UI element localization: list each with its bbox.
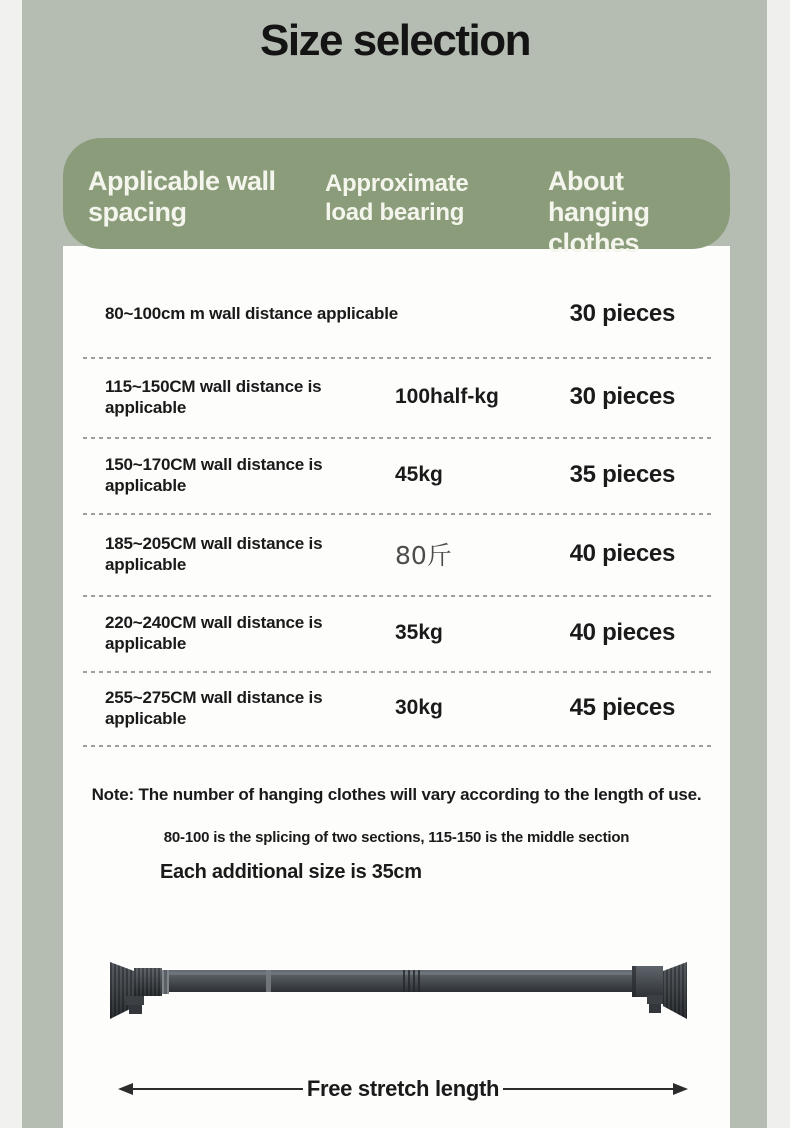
tension-rod-svg: [98, 952, 698, 1027]
row-load: 100half-kg: [395, 385, 499, 408]
row-clothes: 30 pieces: [569, 299, 675, 327]
note-usage: Note: The number of hanging clothes will vary according to the length of use.: [91, 785, 702, 804]
note-size-increment: Each additional size is 35cm: [160, 861, 422, 883]
row-load: 35kg: [395, 621, 443, 644]
arrow-right-icon: [673, 1083, 688, 1095]
stretch-length-label: Free stretch length: [306, 1076, 500, 1101]
row-divider: [83, 745, 711, 747]
right-edge-strip: [767, 0, 790, 1128]
table-row: [63, 513, 730, 595]
arrow-line: [133, 1088, 303, 1090]
tension-rod-image: [98, 952, 698, 1027]
stretch-length-annotation: [118, 1076, 688, 1102]
table-row: [63, 437, 730, 513]
table-row: [63, 357, 730, 437]
row-clothes: 30 pieces: [569, 383, 675, 410]
row-spacing: 220~240CM wall distance is applicable: [105, 613, 323, 653]
page-title: Size selection: [259, 16, 530, 65]
table-row: [63, 671, 730, 745]
left-edge-strip: [0, 0, 22, 1128]
row-clothes: 45 pieces: [569, 694, 675, 721]
arrow-left-icon: [118, 1083, 133, 1095]
row-clothes: 40 pieces: [569, 619, 675, 646]
table-row: [63, 595, 730, 671]
row-load: 30kg: [395, 696, 443, 719]
row-spacing: 80~100cm m wall distance applicable: [105, 304, 399, 323]
row-spacing: 150~170CM wall distance is applicable: [105, 455, 323, 495]
row-clothes: 35 pieces: [569, 461, 675, 488]
row-clothes: 40 pieces: [569, 540, 675, 567]
row-spacing: 255~275CM wall distance is applicable: [105, 688, 323, 728]
row-load: 80斤: [395, 541, 452, 570]
row-spacing: 185~205CM wall distance is applicable: [105, 534, 323, 574]
table-header: [63, 138, 730, 258]
arrow-line: [503, 1088, 673, 1090]
row-spacing: 115~150CM wall distance is applicable: [105, 377, 322, 417]
header-col-load-bearing: Approximate load bearing: [325, 170, 469, 226]
note-sections: 80-100 is the splicing of two sections, 115-150 is the middle section: [163, 829, 630, 846]
row-load: 45kg: [395, 463, 443, 486]
header-col-wall-spacing: Applicable wall spacing: [88, 166, 276, 227]
header-col-hanging-clothes: About hanging clothes: [548, 166, 650, 258]
table-row: [63, 270, 730, 357]
